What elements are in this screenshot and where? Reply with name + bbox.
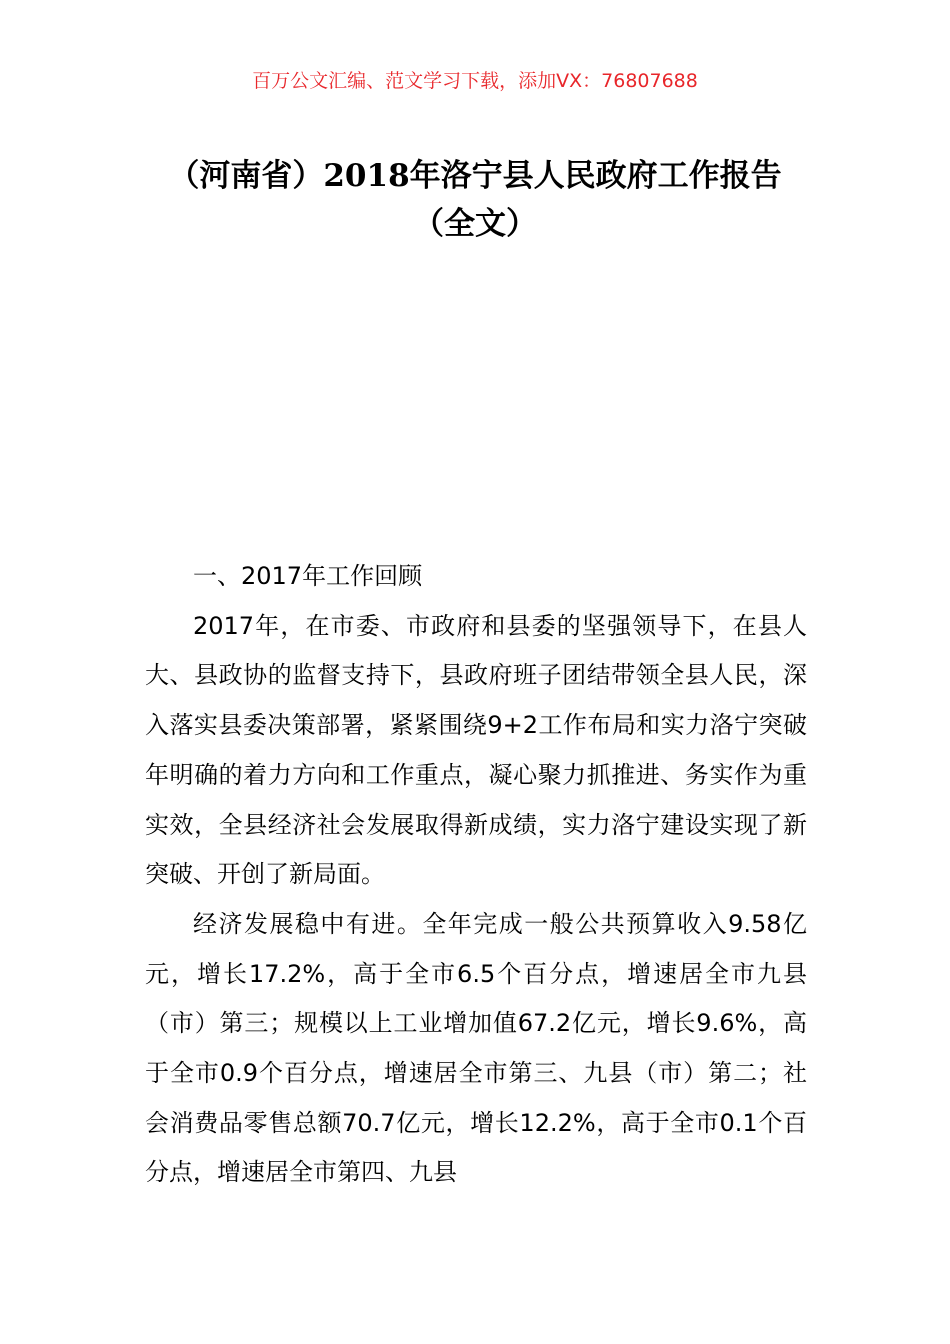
document-body: [145, 552, 807, 1198]
paragraph-economy: 经济发展稳中有进。全年完成一般公共预算收入9.58亿元，增长17.2%，高于全市6.5个百分点，增速居全市九县（市）第三；规模以上工业增加值67.2亿元，增长9.6%，高于全市0.9个百分点，增速居全市第三、九县（市）第二；社会消费品零售总额70.7亿元，增长12.2%，高于全市0.1个百分点，增速居全市第四、九县: [145, 909, 807, 1187]
paragraph-intro: 2017年，在市委、市政府和县委的坚强领导下，在县人大、县政协的监督支持下，县政府班子团结带领全县人民，深入落实县委决策部署，紧紧围绕9+2工作布局和实力洛宁突破年明确的着力方向和工作重点，凝心聚力抓推进、务实作为重实效，全县经济社会发展取得新成绩，实力洛宁建设实现了新突破、开创了新局面。: [145, 611, 807, 889]
section-heading: 一、2017年工作回顾: [193, 562, 423, 590]
document-title: （河南省）2018年洛宁县人民政府工作报告（全文）: [168, 158, 782, 242]
watermark-banner: 百万公文汇编、范文学习下载，添加VX：76807688: [252, 70, 698, 92]
